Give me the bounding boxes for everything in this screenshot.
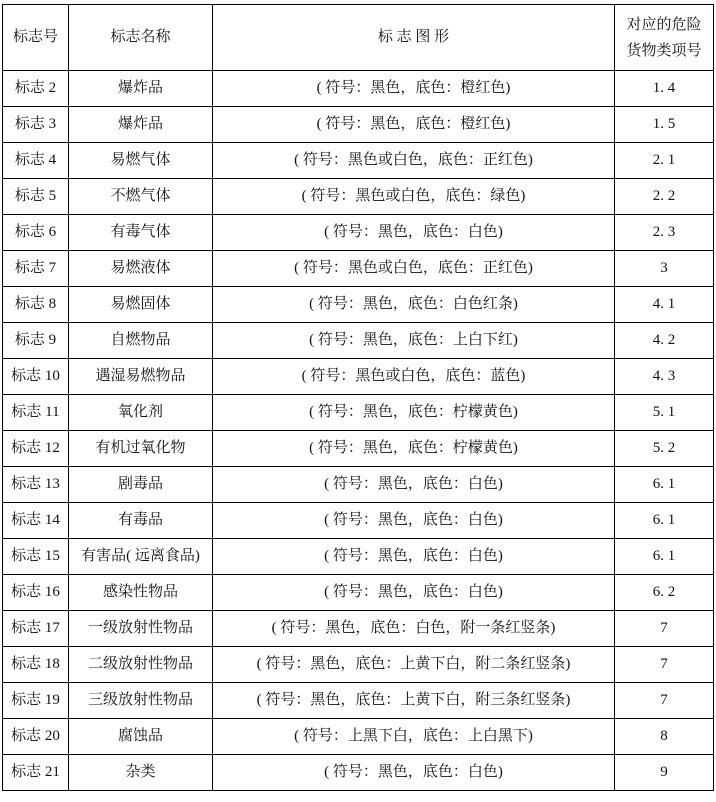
sign-figure-cell: ( 符号：黑色或白色，底色：蓝色) bbox=[213, 359, 615, 395]
goods-class-cell: 7 bbox=[615, 647, 714, 683]
sign-id-cell: 标志 5 bbox=[3, 179, 69, 215]
sign-figure-cell: ( 符号：黑色，底色：白色，附一条红竖条) bbox=[213, 611, 615, 647]
sign-name-cell: 二级放射性物品 bbox=[69, 647, 213, 683]
header-row bbox=[3, 5, 714, 71]
sign-name-cell: 感染性物品 bbox=[69, 575, 213, 611]
table-row bbox=[3, 71, 714, 107]
table-row bbox=[3, 755, 714, 791]
sign-figure-cell: ( 符号：黑色，底色：白色红条) bbox=[213, 287, 615, 323]
table-row bbox=[3, 647, 714, 683]
table-body bbox=[3, 71, 714, 791]
table-row bbox=[3, 539, 714, 575]
sign-name-cell: 爆炸品 bbox=[69, 107, 213, 143]
sign-figure-cell: ( 符号：黑色或白色，底色：绿色) bbox=[213, 179, 615, 215]
goods-class-cell: 7 bbox=[615, 683, 714, 719]
sign-figure-cell: ( 符号：黑色，底色：上黄下白，附二条红竖条) bbox=[213, 647, 615, 683]
sign-name-cell: 有机过氧化物 bbox=[69, 431, 213, 467]
header-goods-class bbox=[615, 5, 714, 71]
goods-class-cell: 2. 1 bbox=[615, 143, 714, 179]
sign-figure-cell: ( 符号：黑色，底色：橙红色) bbox=[213, 107, 615, 143]
sign-id-cell: 标志 6 bbox=[3, 215, 69, 251]
sign-id-cell: 标志 11 bbox=[3, 395, 69, 431]
sign-id-cell: 标志 18 bbox=[3, 647, 69, 683]
sign-name-cell: 有害品( 远离食品) bbox=[69, 539, 213, 575]
table-row bbox=[3, 215, 714, 251]
sign-id-cell: 标志 3 bbox=[3, 107, 69, 143]
header-goods-class-line1: 对应的危险 bbox=[626, 16, 702, 33]
sign-id-cell: 标志 13 bbox=[3, 467, 69, 503]
goods-class-cell: 2. 3 bbox=[615, 215, 714, 251]
goods-class-cell: 1. 5 bbox=[615, 107, 714, 143]
header-goods-class-line2: 货物类项号 bbox=[626, 42, 702, 59]
goods-class-cell: 4. 3 bbox=[615, 359, 714, 395]
table-row bbox=[3, 395, 714, 431]
table-row bbox=[3, 611, 714, 647]
goods-class-cell: 9 bbox=[615, 755, 714, 791]
table-row bbox=[3, 575, 714, 611]
sign-id-cell: 标志 2 bbox=[3, 71, 69, 107]
goods-class-cell: 3 bbox=[615, 251, 714, 287]
sign-name-cell: 遇湿易燃物品 bbox=[69, 359, 213, 395]
table-row bbox=[3, 719, 714, 755]
sign-id-cell: 标志 7 bbox=[3, 251, 69, 287]
sign-id-cell: 标志 20 bbox=[3, 719, 69, 755]
sign-figure-cell: ( 符号：上黑下白，底色：上白黑下) bbox=[213, 719, 615, 755]
sign-id-cell: 标志 21 bbox=[3, 755, 69, 791]
sign-name-cell: 易燃气体 bbox=[69, 143, 213, 179]
sign-figure-cell: ( 符号：黑色，底色：白色) bbox=[213, 755, 615, 791]
goods-class-cell: 5. 2 bbox=[615, 431, 714, 467]
table-row bbox=[3, 179, 714, 215]
table-row bbox=[3, 287, 714, 323]
sign-id-cell: 标志 10 bbox=[3, 359, 69, 395]
goods-class-cell: 7 bbox=[615, 611, 714, 647]
sign-id-cell: 标志 8 bbox=[3, 287, 69, 323]
goods-class-cell: 6. 2 bbox=[615, 575, 714, 611]
sign-name-cell: 腐蚀品 bbox=[69, 719, 213, 755]
sign-figure-cell: ( 符号：黑色，底色：白色) bbox=[213, 575, 615, 611]
table-row bbox=[3, 503, 714, 539]
sign-id-cell: 标志 17 bbox=[3, 611, 69, 647]
sign-name-cell: 易燃液体 bbox=[69, 251, 213, 287]
table-header bbox=[3, 5, 714, 71]
table-row bbox=[3, 323, 714, 359]
sign-figure-cell: ( 符号：黑色或白色，底色：正红色) bbox=[213, 251, 615, 287]
sign-name-cell: 爆炸品 bbox=[69, 71, 213, 107]
sign-id-cell: 标志 15 bbox=[3, 539, 69, 575]
goods-class-cell: 1. 4 bbox=[615, 71, 714, 107]
table-row bbox=[3, 143, 714, 179]
table-row bbox=[3, 107, 714, 143]
goods-class-cell: 8 bbox=[615, 719, 714, 755]
sign-name-cell: 易燃固体 bbox=[69, 287, 213, 323]
table-row bbox=[3, 431, 714, 467]
sign-figure-cell: ( 符号：黑色，底色：白色) bbox=[213, 215, 615, 251]
sign-figure-cell: ( 符号：黑色，底色：白色) bbox=[213, 539, 615, 575]
table-row bbox=[3, 467, 714, 503]
sign-name-cell: 杂类 bbox=[69, 755, 213, 791]
header-sign-id: 标志号 bbox=[3, 5, 69, 71]
dangerous-goods-sign-table bbox=[2, 4, 714, 791]
sign-name-cell: 三级放射性物品 bbox=[69, 683, 213, 719]
sign-name-cell: 有毒气体 bbox=[69, 215, 213, 251]
table-row bbox=[3, 683, 714, 719]
sign-figure-cell: ( 符号：黑色，底色：橙红色) bbox=[213, 71, 615, 107]
sign-id-cell: 标志 19 bbox=[3, 683, 69, 719]
sign-figure-cell: ( 符号：黑色或白色，底色：正红色) bbox=[213, 143, 615, 179]
sign-name-cell: 自燃物品 bbox=[69, 323, 213, 359]
sign-name-cell: 一级放射性物品 bbox=[69, 611, 213, 647]
table-row bbox=[3, 251, 714, 287]
sign-figure-cell: ( 符号：黑色，底色：白色) bbox=[213, 503, 615, 539]
sign-id-cell: 标志 9 bbox=[3, 323, 69, 359]
goods-class-cell: 5. 1 bbox=[615, 395, 714, 431]
goods-class-cell: 6. 1 bbox=[615, 503, 714, 539]
table-row bbox=[3, 359, 714, 395]
sign-id-cell: 标志 14 bbox=[3, 503, 69, 539]
sign-id-cell: 标志 4 bbox=[3, 143, 69, 179]
sign-name-cell: 有毒品 bbox=[69, 503, 213, 539]
sign-id-cell: 标志 16 bbox=[3, 575, 69, 611]
sign-name-cell: 剧毒品 bbox=[69, 467, 213, 503]
sign-id-cell: 标志 12 bbox=[3, 431, 69, 467]
goods-class-cell: 4. 2 bbox=[615, 323, 714, 359]
goods-class-cell: 6. 1 bbox=[615, 539, 714, 575]
goods-class-cell: 4. 1 bbox=[615, 287, 714, 323]
goods-class-cell: 6. 1 bbox=[615, 467, 714, 503]
sign-figure-cell: ( 符号：黑色，底色：柠檬黄色) bbox=[213, 431, 615, 467]
sign-figure-cell: ( 符号：黑色，底色：上黄下白，附三条红竖条) bbox=[213, 683, 615, 719]
goods-class-cell: 2. 2 bbox=[615, 179, 714, 215]
sign-name-cell: 不燃气体 bbox=[69, 179, 213, 215]
sign-figure-cell: ( 符号：黑色，底色：白色) bbox=[213, 467, 615, 503]
header-sign-figure: 标 志 图 形 bbox=[213, 5, 615, 71]
sign-figure-cell: ( 符号：黑色，底色：上白下红) bbox=[213, 323, 615, 359]
header-sign-name: 标志名称 bbox=[69, 5, 213, 71]
sign-name-cell: 氧化剂 bbox=[69, 395, 213, 431]
sign-figure-cell: ( 符号：黑色，底色：柠檬黄色) bbox=[213, 395, 615, 431]
